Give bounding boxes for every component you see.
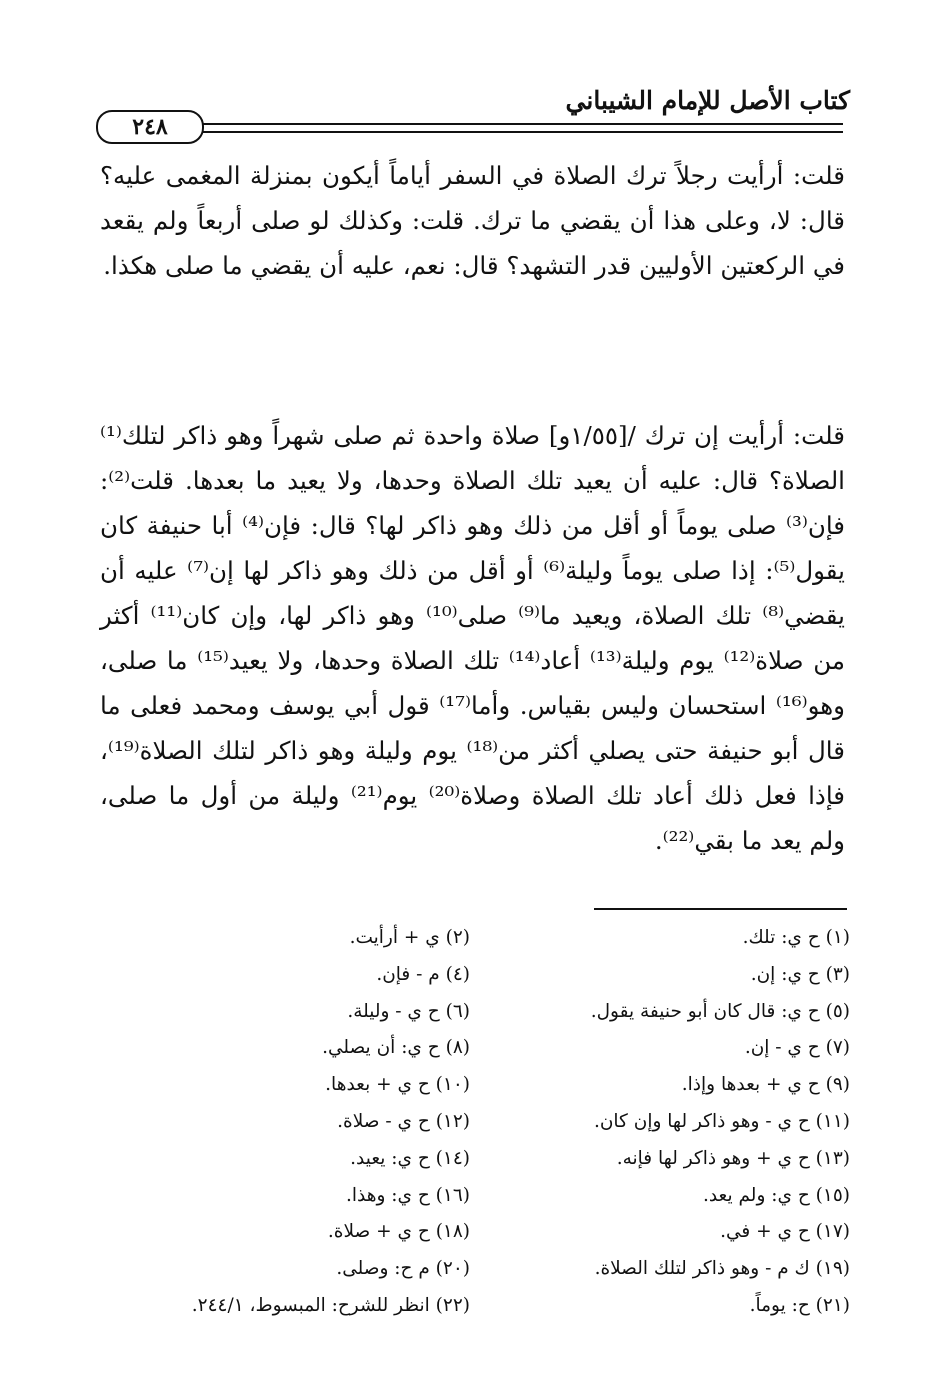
footnote-20: (٢٠) م ح: وصلى.	[336, 1258, 470, 1280]
footnotes-right-column	[500, 920, 850, 1325]
paragraph-2: قلت: أرأيت إن ترك /[١/٥٥و] صلاة واحدة ثم صلى شهراً وهو ذاكر لتلك⁽¹⁾ الصلاة؟ قال: عليه أن يعيد تلك الصلاة وحدها، ولا يعيد ما بعدها. قلت⁽²⁾: فإن⁽³⁾ صلى يوماً أو أقل من ذلك وهو ذاكر لها؟ قال: فإن⁽⁴⁾ أبا حنيفة كان يقول⁽⁵⁾: إذا صلى يوماً وليلة⁽⁶⁾ أو أقل من ذلك وهو ذاكر لها إن⁽⁷⁾ عليه أن يقضي⁽⁸⁾ تلك الصلاة، ويعيد ما⁽⁹⁾ صلى⁽¹⁰⁾ وهو ذاكر لها، وإن كان⁽¹¹⁾ أكثر من صلاة⁽¹²⁾ يوم وليلة⁽¹³⁾ أعاد⁽¹⁴⁾ تلك الصلاة وحدها، ولا يعيد⁽¹⁵⁾ ما صلى، وهو⁽¹⁶⁾ استحسان وليس بقياس. وأما⁽¹⁷⁾ قول أبي يوسف ومحمد فعلى ما قال أبو حنيفة حتى يصلي أكثر من⁽¹⁸⁾ يوم وليلة وهو ذاكر لتلك الصلاة⁽¹⁹⁾، فإذا فعل ذلك أعاد تلك الصلاة وصلاة⁽²⁰⁾ يوم⁽²¹⁾ وليلة من أول ما صلى، ولم يعد ما بقي⁽²²⁾.	[100, 421, 846, 855]
footnote-9: (٩) ح ي + بعدها وإذا.	[681, 1074, 850, 1096]
footnote-6: (٦) ح ي - وليلة.	[347, 1000, 470, 1022]
footnote-7: (٧) ح ي - إن.	[744, 1037, 850, 1059]
footnote-21: (٢١) ح: يوماً.	[749, 1294, 850, 1316]
footnote-10: (١٠) ح ي + بعدها.	[325, 1074, 470, 1096]
header-rule	[97, 123, 843, 133]
paragraph-1: قلت: أرأيت رجلاً ترك الصلاة في السفر أياماً أيكون بمنزلة المغمى عليه؟ قال: لا، وعلى هذا أن يقضي ما ترك. قلت: وكذلك لو صلى أربعاً ولم يقعد في الركعتين الأوليين قدر التشهد؟ قال: نعم، عليه أن يقضي ما صلى هكذا.	[100, 161, 845, 280]
footnote-2: (٢) ي + أرأيت.	[349, 927, 470, 948]
footnote-22: (٢٢) انظر للشرح: المبسوط، ٢٤٤/١.	[191, 1294, 470, 1316]
running-title: كتاب الأصل للإمام الشيباني	[565, 86, 850, 115]
footnote-8: (٨) ح ي: أن يصلي.	[322, 1037, 470, 1059]
footnote-separator	[594, 908, 847, 910]
footnote-15: (١٥) ح ي: ولم يعد.	[702, 1184, 850, 1206]
footnote-14: (١٤) ح ي: يعيد.	[350, 1147, 470, 1169]
footnote-1: (١) ح ي: تلك.	[742, 927, 850, 948]
footnote-18: (١٨) ح ي + صلاة.	[327, 1221, 470, 1243]
page-number-badge: ٢٤٨	[96, 110, 204, 144]
footnote-11: (١١) ح ي - وهو ذاكر لها وإن كان.	[593, 1110, 850, 1132]
footnote-3: (٣) ح ي: إن.	[750, 963, 850, 985]
footnote-5: (٥) ح ي: قال كان أبو حنيفة يقول.	[590, 1000, 850, 1022]
footnote-16: (١٦) ح ي: وهذا.	[345, 1184, 470, 1206]
footnote-19: (١٩) ك م - وهو ذاكر لتلك الصلاة.	[594, 1258, 850, 1280]
footnote-17: (١٧) ح ي + في.	[720, 1221, 850, 1243]
footnote-13: (١٣) ح ي + وهو ذاكر لها فإنه.	[616, 1147, 850, 1169]
footnote-4: (٤) م - فإن.	[376, 963, 470, 985]
footnote-12: (١٢) ح ي - صلاة.	[337, 1110, 470, 1132]
footnotes-left-column	[120, 920, 470, 1325]
